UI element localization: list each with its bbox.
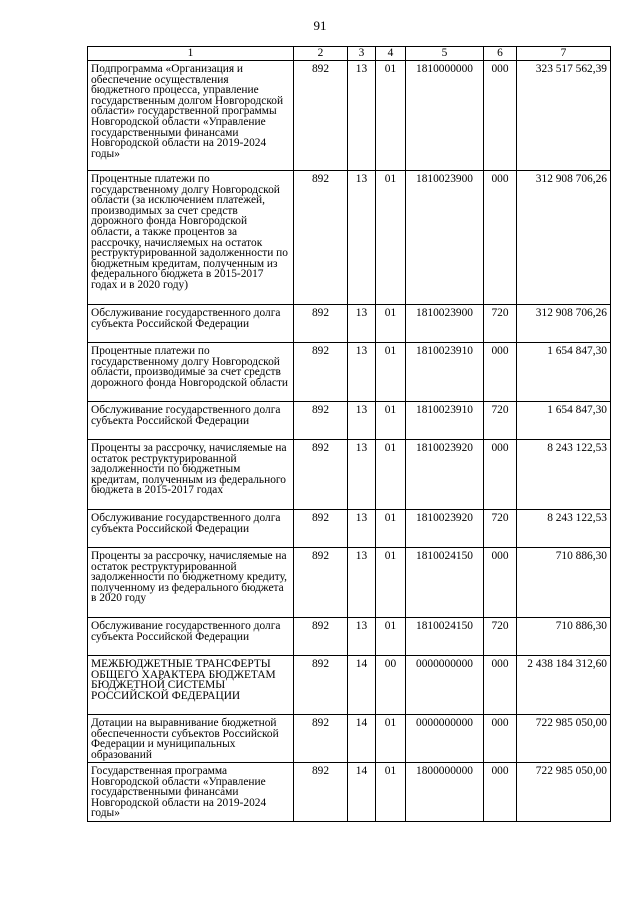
row-target-code: 1810023900	[406, 305, 484, 343]
table-header-row	[88, 47, 611, 61]
row-expense-type: 000	[484, 171, 517, 305]
row-name: Проценты за рассрочку, начисляемые на остаток реструктурированной задолженности по бюджетным кредитам, полученным из федерального бюджета в 2015-2017 годах	[88, 440, 294, 510]
row-subsection: 01	[376, 618, 406, 656]
row-subsection: 01	[376, 171, 406, 305]
row-amount: 1 654 847,30	[517, 402, 611, 440]
row-subsection: 01	[376, 548, 406, 618]
row-target-code: 1810023910	[406, 402, 484, 440]
row-expense-type: 720	[484, 618, 517, 656]
row-expense-type: 720	[484, 510, 517, 548]
row-name: Государственная программа Новгородской области «Управление государственными финансами Новгородской области на 2019-2024 годы»	[88, 763, 294, 822]
row-expense-type: 000	[484, 61, 517, 171]
row-name: Обслуживание государственного долга субъекта Российской Федерации	[88, 402, 294, 440]
row-section: 13	[348, 618, 376, 656]
row-grbs: 892	[294, 440, 348, 510]
column-header: 4	[376, 47, 406, 61]
budget-table	[87, 46, 611, 822]
row-grbs: 892	[294, 548, 348, 618]
table-row	[88, 656, 611, 715]
row-grbs: 892	[294, 61, 348, 171]
row-amount: 2 438 184 312,60	[517, 656, 611, 715]
row-subsection: 00	[376, 656, 406, 715]
page-number: 91	[313, 18, 327, 33]
row-section: 14	[348, 763, 376, 822]
table-row	[88, 402, 611, 440]
row-section: 14	[348, 715, 376, 763]
table-row	[88, 763, 611, 822]
row-target-code: 1810023920	[406, 510, 484, 548]
row-amount: 312 908 706,26	[517, 305, 611, 343]
column-header: 5	[406, 47, 484, 61]
row-subsection: 01	[376, 440, 406, 510]
row-amount: 8 243 122,53	[517, 440, 611, 510]
row-target-code: 1810000000	[406, 61, 484, 171]
row-grbs: 892	[294, 618, 348, 656]
row-grbs: 892	[294, 656, 348, 715]
row-subsection: 01	[376, 305, 406, 343]
column-header: 7	[517, 47, 611, 61]
row-amount: 710 886,30	[517, 548, 611, 618]
row-name: Процентные платежи по государственному долгу Новгородской области, производимые за счет средств дорожного фонда Новгородской области	[88, 343, 294, 402]
row-target-code: 1810023920	[406, 440, 484, 510]
row-subsection: 01	[376, 763, 406, 822]
row-name: Обслуживание государственного долга субъекта Российской Федерации	[88, 618, 294, 656]
column-header: 1	[88, 47, 294, 61]
row-section: 13	[348, 171, 376, 305]
row-target-code: 0000000000	[406, 656, 484, 715]
table-row	[88, 61, 611, 171]
row-grbs: 892	[294, 305, 348, 343]
column-header: 2	[294, 47, 348, 61]
column-header: 6	[484, 47, 517, 61]
row-section: 14	[348, 656, 376, 715]
row-subsection: 01	[376, 715, 406, 763]
row-expense-type: 000	[484, 656, 517, 715]
row-name: МЕЖБЮДЖЕТНЫЕ ТРАНСФЕРТЫ ОБЩЕГО ХАРАКТЕРА БЮДЖЕТАМ БЮДЖЕТНОЙ СИСТЕМЫ РОССИЙСКОЙ ФЕДЕРАЦИИ	[88, 656, 294, 715]
row-name: Подпрограмма «Организация и обеспечение осуществления бюджетного процесса, управление государственным долгом Новгородской области» государственной программы Новгородской области «Управление государственными финансами Новгородской области на 2019-2024 годы»	[88, 61, 294, 171]
row-name: Обслуживание государственного долга субъекта Российской Федерации	[88, 305, 294, 343]
row-grbs: 892	[294, 510, 348, 548]
row-subsection: 01	[376, 61, 406, 171]
row-grbs: 892	[294, 343, 348, 402]
row-name: Процентные платежи по государственному долгу Новгородской области (за исключением платежей, производимых за счет средств дорожного фонда Новгородской области, а также процентов за рассрочку, начисляемых на остаток реструктурированной задолженности по бюджетным кредитам, полученным из федерального бюджета в 2015-2017 годах и в 2020 году)	[88, 171, 294, 305]
row-target-code: 1800000000	[406, 763, 484, 822]
row-amount: 722 985 050,00	[517, 763, 611, 822]
row-expense-type: 000	[484, 440, 517, 510]
row-target-code: 1810024150	[406, 548, 484, 618]
row-expense-type: 720	[484, 305, 517, 343]
row-amount: 1 654 847,30	[517, 343, 611, 402]
row-grbs: 892	[294, 715, 348, 763]
row-subsection: 01	[376, 343, 406, 402]
row-name: Дотации на выравнивание бюджетной обеспеченности субъектов Российской Федерации и муниципальных образований	[88, 715, 294, 763]
table-row	[88, 618, 611, 656]
row-grbs: 892	[294, 402, 348, 440]
table-row	[88, 440, 611, 510]
table-row	[88, 548, 611, 618]
row-amount: 323 517 562,39	[517, 61, 611, 171]
row-grbs: 892	[294, 763, 348, 822]
table-row	[88, 305, 611, 343]
row-expense-type: 000	[484, 763, 517, 822]
table-row	[88, 171, 611, 305]
row-amount: 8 243 122,53	[517, 510, 611, 548]
row-name: Обслуживание государственного долга субъекта Российской Федерации	[88, 510, 294, 548]
row-section: 13	[348, 440, 376, 510]
row-section: 13	[348, 510, 376, 548]
row-grbs: 892	[294, 171, 348, 305]
row-amount: 722 985 050,00	[517, 715, 611, 763]
row-subsection: 01	[376, 510, 406, 548]
table-row	[88, 343, 611, 402]
row-target-code: 1810023910	[406, 343, 484, 402]
row-section: 13	[348, 305, 376, 343]
row-target-code: 0000000000	[406, 715, 484, 763]
row-target-code: 1810024150	[406, 618, 484, 656]
column-header: 3	[348, 47, 376, 61]
table-row	[88, 510, 611, 548]
row-subsection: 01	[376, 402, 406, 440]
row-amount: 710 886,30	[517, 618, 611, 656]
row-expense-type: 000	[484, 548, 517, 618]
row-section: 13	[348, 402, 376, 440]
row-section: 13	[348, 548, 376, 618]
row-target-code: 1810023900	[406, 171, 484, 305]
row-expense-type: 000	[484, 343, 517, 402]
row-name: Проценты за рассрочку, начисляемые на остаток реструктурированной задолженности по бюджетному кредиту, полученному из федерального бюджета в 2020 году	[88, 548, 294, 618]
row-amount: 312 908 706,26	[517, 171, 611, 305]
table-row	[88, 715, 611, 763]
row-section: 13	[348, 343, 376, 402]
row-expense-type: 000	[484, 715, 517, 763]
row-section: 13	[348, 61, 376, 171]
row-expense-type: 720	[484, 402, 517, 440]
